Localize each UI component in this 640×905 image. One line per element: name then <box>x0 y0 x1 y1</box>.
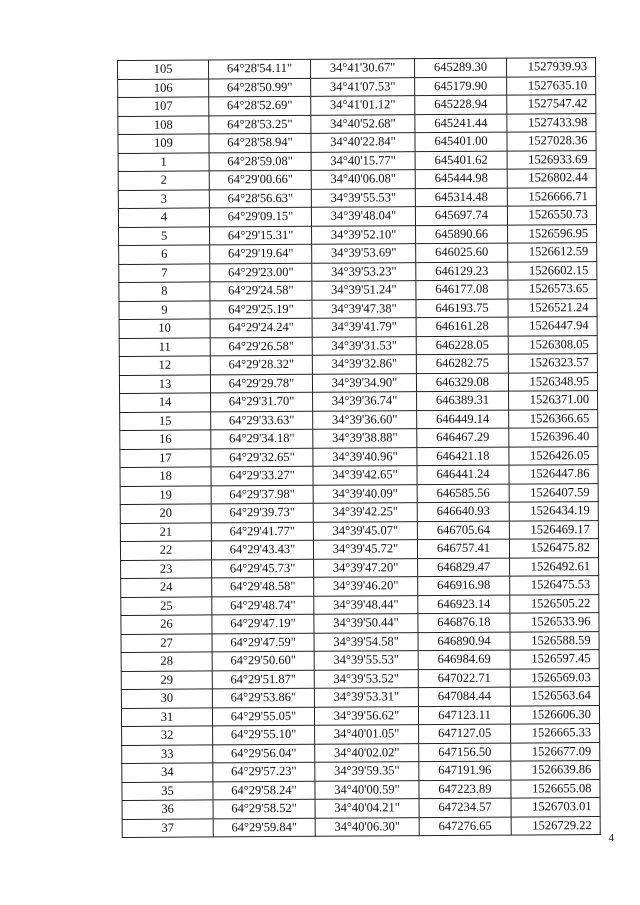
x-coordinate-cell: 646876.18 <box>418 613 510 632</box>
point-number-cell: 106 <box>118 78 209 97</box>
latitude-cell: 64°28'53.25" <box>209 115 311 134</box>
x-coordinate-cell: 647223.89 <box>419 780 511 799</box>
point-number-cell: 35 <box>122 781 213 800</box>
y-coordinate-cell: 1526533.96 <box>510 613 599 632</box>
point-number-cell: 30 <box>121 689 212 708</box>
latitude-cell: 64°29'59.84" <box>213 818 315 837</box>
point-number-cell: 24 <box>121 578 212 597</box>
x-coordinate-cell: 645314.48 <box>415 188 507 207</box>
x-coordinate-cell: 647123.11 <box>418 706 510 725</box>
latitude-cell: 64°28'50.99" <box>209 78 311 97</box>
x-coordinate-cell: 646585.56 <box>417 484 509 503</box>
x-coordinate-cell: 647084.44 <box>418 687 510 706</box>
y-coordinate-cell: 1526348.95 <box>508 372 597 391</box>
y-coordinate-cell: 1526475.82 <box>509 539 598 558</box>
longitude-cell: 34°39'55.53" <box>314 651 418 670</box>
longitude-cell: 34°40'15.77" <box>311 151 415 170</box>
point-number-cell: 3 <box>118 189 209 208</box>
latitude-cell: 64°28'56.63" <box>209 189 311 208</box>
point-number-cell: 23 <box>121 559 212 578</box>
y-coordinate-cell: 1526665.33 <box>511 724 600 743</box>
point-number-cell: 20 <box>120 504 211 523</box>
x-coordinate-cell: 646441.24 <box>417 465 509 484</box>
longitude-cell: 34°40'00.59" <box>315 780 419 799</box>
point-number-cell: 7 <box>119 263 210 282</box>
y-coordinate-cell: 1527433.98 <box>507 113 596 132</box>
x-coordinate-cell: 646329.08 <box>416 373 508 392</box>
point-number-cell: 9 <box>119 300 210 319</box>
longitude-cell: 34°39'46.20" <box>314 577 418 596</box>
x-coordinate-cell: 646640.93 <box>417 502 509 521</box>
x-coordinate-cell: 647022.71 <box>418 669 510 688</box>
table-row <box>122 816 600 837</box>
y-coordinate-cell: 1526933.69 <box>507 150 596 169</box>
y-coordinate-cell: 1527028.36 <box>507 132 596 151</box>
x-coordinate-cell: 645697.74 <box>415 206 507 225</box>
longitude-cell: 34°39'42.65" <box>313 466 417 485</box>
point-number-cell: 107 <box>118 97 209 116</box>
latitude-cell: 64°29'31.70" <box>211 392 313 411</box>
y-coordinate-cell: 1526677.09 <box>511 742 600 761</box>
y-coordinate-cell: 1526426.05 <box>509 446 598 465</box>
longitude-cell: 34°39'47.20" <box>314 558 418 577</box>
x-coordinate-cell: 646389.31 <box>417 391 509 410</box>
y-coordinate-cell: 1526602.15 <box>508 261 597 280</box>
point-number-cell: 17 <box>120 448 211 467</box>
latitude-cell: 64°29'23.00" <box>210 263 312 282</box>
point-number-cell: 5 <box>119 226 210 245</box>
point-number-cell: 109 <box>118 134 209 153</box>
x-coordinate-cell: 647234.57 <box>419 798 511 817</box>
longitude-cell: 34°39'41.79" <box>312 318 416 337</box>
latitude-cell: 64°29'32.65" <box>211 448 313 467</box>
latitude-cell: 64°29'29.78" <box>210 374 312 393</box>
point-number-cell: 25 <box>121 596 212 615</box>
y-coordinate-cell: 1526447.86 <box>509 465 598 484</box>
x-coordinate-cell: 645444.98 <box>415 169 507 188</box>
latitude-cell: 64°28'58.94" <box>209 133 311 152</box>
y-coordinate-cell: 1526563.64 <box>510 687 599 706</box>
y-coordinate-cell: 1526366.65 <box>509 409 598 428</box>
y-coordinate-cell: 1526703.01 <box>511 798 600 817</box>
y-coordinate-cell: 1526666.71 <box>507 187 596 206</box>
latitude-cell: 64°29'24.58" <box>210 281 312 300</box>
point-number-cell: 8 <box>119 282 210 301</box>
point-number-cell: 11 <box>119 337 210 356</box>
page-number: 4 <box>608 832 614 844</box>
longitude-cell: 34°39'53.23" <box>312 262 416 281</box>
longitude-cell: 34°39'48.04" <box>311 207 415 226</box>
latitude-cell: 64°29'58.52" <box>213 799 315 818</box>
latitude-cell: 64°29'47.19" <box>212 614 314 633</box>
latitude-cell: 64°29'55.05" <box>212 707 314 726</box>
longitude-cell: 34°40'52.68" <box>311 114 415 133</box>
longitude-cell: 34°39'59.35" <box>315 762 419 781</box>
latitude-cell: 64°28'54.11" <box>209 59 311 78</box>
point-number-cell: 37 <box>122 818 213 837</box>
longitude-cell: 34°41'30.67" <box>310 59 414 78</box>
x-coordinate-cell: 646421.18 <box>417 447 509 466</box>
x-coordinate-cell: 646757.41 <box>417 539 509 558</box>
latitude-cell: 64°29'47.59" <box>212 633 314 652</box>
latitude-cell: 64°29'00.66" <box>209 170 311 189</box>
latitude-cell: 64°29'51.87" <box>212 670 314 689</box>
latitude-cell: 64°29'58.24" <box>213 781 315 800</box>
latitude-cell: 64°29'25.19" <box>210 300 312 319</box>
latitude-cell: 64°29'37.98" <box>211 485 313 504</box>
point-number-cell: 36 <box>122 800 213 819</box>
point-number-cell: 12 <box>119 356 210 375</box>
point-number-cell: 13 <box>119 374 210 393</box>
longitude-cell: 34°39'55.53" <box>311 188 415 207</box>
longitude-cell: 34°40'02.02" <box>315 743 419 762</box>
y-coordinate-cell: 1526573.65 <box>508 280 597 299</box>
x-coordinate-cell: 647191.96 <box>419 761 511 780</box>
y-coordinate-cell: 1526308.05 <box>508 335 597 354</box>
longitude-cell: 34°39'56.62" <box>314 706 418 725</box>
point-number-cell: 4 <box>118 208 209 227</box>
x-coordinate-cell: 645289.30 <box>414 58 506 77</box>
latitude-cell: 64°29'09.15" <box>209 207 311 226</box>
latitude-cell: 64°29'50.60" <box>212 651 314 670</box>
latitude-cell: 64°29'57.23" <box>213 762 315 781</box>
y-coordinate-cell: 1526612.59 <box>508 243 597 262</box>
y-coordinate-cell: 1527939.93 <box>506 58 595 77</box>
latitude-cell: 64°29'48.74" <box>212 596 314 615</box>
x-coordinate-cell: 645401.00 <box>415 132 507 151</box>
point-number-cell: 31 <box>121 707 212 726</box>
longitude-cell: 34°39'31.53" <box>312 336 416 355</box>
x-coordinate-cell: 645401.62 <box>415 151 507 170</box>
point-number-cell: 28 <box>121 652 212 671</box>
latitude-cell: 64°29'48.58" <box>212 577 314 596</box>
x-coordinate-cell: 646705.64 <box>417 521 509 540</box>
longitude-cell: 34°39'42.25" <box>313 503 417 522</box>
point-number-cell: 16 <box>120 430 211 449</box>
point-number-cell: 108 <box>118 115 209 134</box>
latitude-cell: 64°28'59.08" <box>209 152 311 171</box>
longitude-cell: 34°39'40.96" <box>313 447 417 466</box>
y-coordinate-cell: 1526655.08 <box>511 779 600 798</box>
x-coordinate-cell: 645241.44 <box>415 114 507 133</box>
y-coordinate-cell: 1526729.22 <box>511 816 600 835</box>
longitude-cell: 34°40'01.05" <box>315 725 419 744</box>
x-coordinate-cell: 646193.75 <box>416 299 508 318</box>
latitude-cell: 64°29'28.32" <box>210 355 312 374</box>
longitude-cell: 34°39'47.38" <box>312 299 416 318</box>
latitude-cell: 64°29'39.73" <box>211 503 313 522</box>
point-number-cell: 32 <box>122 726 213 745</box>
point-number-cell: 6 <box>119 245 210 264</box>
longitude-cell: 34°39'53.69" <box>312 244 416 263</box>
point-number-cell: 19 <box>120 485 211 504</box>
point-number-cell: 14 <box>120 393 211 412</box>
x-coordinate-cell: 646129.23 <box>416 262 508 281</box>
longitude-cell: 34°39'54.58" <box>314 632 418 651</box>
latitude-cell: 64°29'33.27" <box>211 466 313 485</box>
y-coordinate-cell: 1526588.59 <box>510 631 599 650</box>
y-coordinate-cell: 1527635.10 <box>507 76 596 95</box>
latitude-cell: 64°28'52.69" <box>209 96 311 115</box>
x-coordinate-cell: 647156.50 <box>419 743 511 762</box>
longitude-cell: 34°40'06.08" <box>311 170 415 189</box>
latitude-cell: 64°29'56.04" <box>213 744 315 763</box>
y-coordinate-cell: 1526505.22 <box>510 594 599 613</box>
latitude-cell: 64°29'41.77" <box>211 522 313 541</box>
point-number-cell: 1 <box>118 152 209 171</box>
coordinates-table-body <box>118 58 601 838</box>
longitude-cell: 34°39'45.07" <box>313 521 417 540</box>
y-coordinate-cell: 1527547.42 <box>507 95 596 114</box>
y-coordinate-cell: 1526434.19 <box>509 502 598 521</box>
y-coordinate-cell: 1526606.30 <box>510 705 599 724</box>
y-coordinate-cell: 1526596.95 <box>508 224 597 243</box>
y-coordinate-cell: 1526802.44 <box>507 169 596 188</box>
longitude-cell: 34°39'36.60" <box>313 410 417 429</box>
x-coordinate-cell: 646161.28 <box>416 317 508 336</box>
latitude-cell: 64°29'55.10" <box>213 725 315 744</box>
latitude-cell: 64°29'34.18" <box>211 429 313 448</box>
x-coordinate-cell: 646282.75 <box>416 354 508 373</box>
point-number-cell: 27 <box>121 633 212 652</box>
latitude-cell: 64°29'45.73" <box>212 559 314 578</box>
y-coordinate-cell: 1526569.03 <box>510 668 599 687</box>
y-coordinate-cell: 1526396.40 <box>509 428 598 447</box>
x-coordinate-cell: 646916.98 <box>418 576 510 595</box>
longitude-cell: 34°39'45.72" <box>313 540 417 559</box>
point-number-cell: 10 <box>119 319 210 338</box>
point-number-cell: 22 <box>120 541 211 560</box>
y-coordinate-cell: 1526447.94 <box>508 317 597 336</box>
longitude-cell: 34°39'38.88" <box>313 429 417 448</box>
x-coordinate-cell: 645890.66 <box>416 225 508 244</box>
point-number-cell: 18 <box>120 467 211 486</box>
latitude-cell: 64°29'33.63" <box>211 411 313 430</box>
x-coordinate-cell: 646984.69 <box>418 650 510 669</box>
y-coordinate-cell: 1526469.17 <box>509 520 598 539</box>
latitude-cell: 64°29'26.58" <box>210 337 312 356</box>
point-number-cell: 33 <box>122 744 213 763</box>
latitude-cell: 64°29'53.86" <box>212 688 314 707</box>
y-coordinate-cell: 1526639.86 <box>511 761 600 780</box>
longitude-cell: 34°39'48.44" <box>314 595 418 614</box>
point-number-cell: 29 <box>121 670 212 689</box>
coordinates-table <box>117 57 601 838</box>
point-number-cell: 15 <box>120 411 211 430</box>
longitude-cell: 34°39'52.10" <box>312 225 416 244</box>
y-coordinate-cell: 1526323.57 <box>508 354 597 373</box>
y-coordinate-cell: 1526407.59 <box>509 483 598 502</box>
longitude-cell: 34°39'32.86" <box>312 355 416 374</box>
longitude-cell: 34°40'06.30" <box>315 817 419 836</box>
longitude-cell: 34°39'53.31" <box>314 688 418 707</box>
x-coordinate-cell: 646923.14 <box>418 595 510 614</box>
longitude-cell: 34°39'34.90" <box>312 373 416 392</box>
y-coordinate-cell: 1526492.61 <box>510 557 599 576</box>
latitude-cell: 64°29'43.43" <box>211 540 313 559</box>
x-coordinate-cell: 646449.14 <box>417 410 509 429</box>
y-coordinate-cell: 1526475.53 <box>510 576 599 595</box>
longitude-cell: 34°39'36.74" <box>313 392 417 411</box>
latitude-cell: 64°29'24.24" <box>210 318 312 337</box>
latitude-cell: 64°29'15.31" <box>210 226 312 245</box>
point-number-cell: 21 <box>120 522 211 541</box>
x-coordinate-cell: 647127.05 <box>419 724 511 743</box>
longitude-cell: 34°39'50.44" <box>314 614 418 633</box>
x-coordinate-cell: 646829.47 <box>418 558 510 577</box>
y-coordinate-cell: 1526550.73 <box>507 206 596 225</box>
longitude-cell: 34°39'51.24" <box>312 281 416 300</box>
x-coordinate-cell: 645179.90 <box>415 77 507 96</box>
x-coordinate-cell: 646467.29 <box>417 428 509 447</box>
longitude-cell: 34°39'53.52" <box>314 669 418 688</box>
x-coordinate-cell: 645228.94 <box>415 95 507 114</box>
y-coordinate-cell: 1526371.00 <box>509 391 598 410</box>
latitude-cell: 64°29'19.64" <box>210 244 312 263</box>
y-coordinate-cell: 1526597.45 <box>510 650 599 669</box>
point-number-cell: 2 <box>118 171 209 190</box>
x-coordinate-cell: 646228.05 <box>416 336 508 355</box>
longitude-cell: 34°39'40.09" <box>313 484 417 503</box>
longitude-cell: 34°41'07.53" <box>311 77 415 96</box>
x-coordinate-cell: 646025.60 <box>416 243 508 262</box>
point-number-cell: 34 <box>122 763 213 782</box>
x-coordinate-cell: 646890.94 <box>418 632 510 651</box>
longitude-cell: 34°40'04.21" <box>315 799 419 818</box>
x-coordinate-cell: 646177.08 <box>416 280 508 299</box>
longitude-cell: 34°40'22.84" <box>311 133 415 152</box>
x-coordinate-cell: 647276.65 <box>419 817 511 836</box>
point-number-cell: 105 <box>118 60 209 79</box>
longitude-cell: 34°41'01.12" <box>311 96 415 115</box>
y-coordinate-cell: 1526521.24 <box>508 298 597 317</box>
point-number-cell: 26 <box>121 615 212 634</box>
